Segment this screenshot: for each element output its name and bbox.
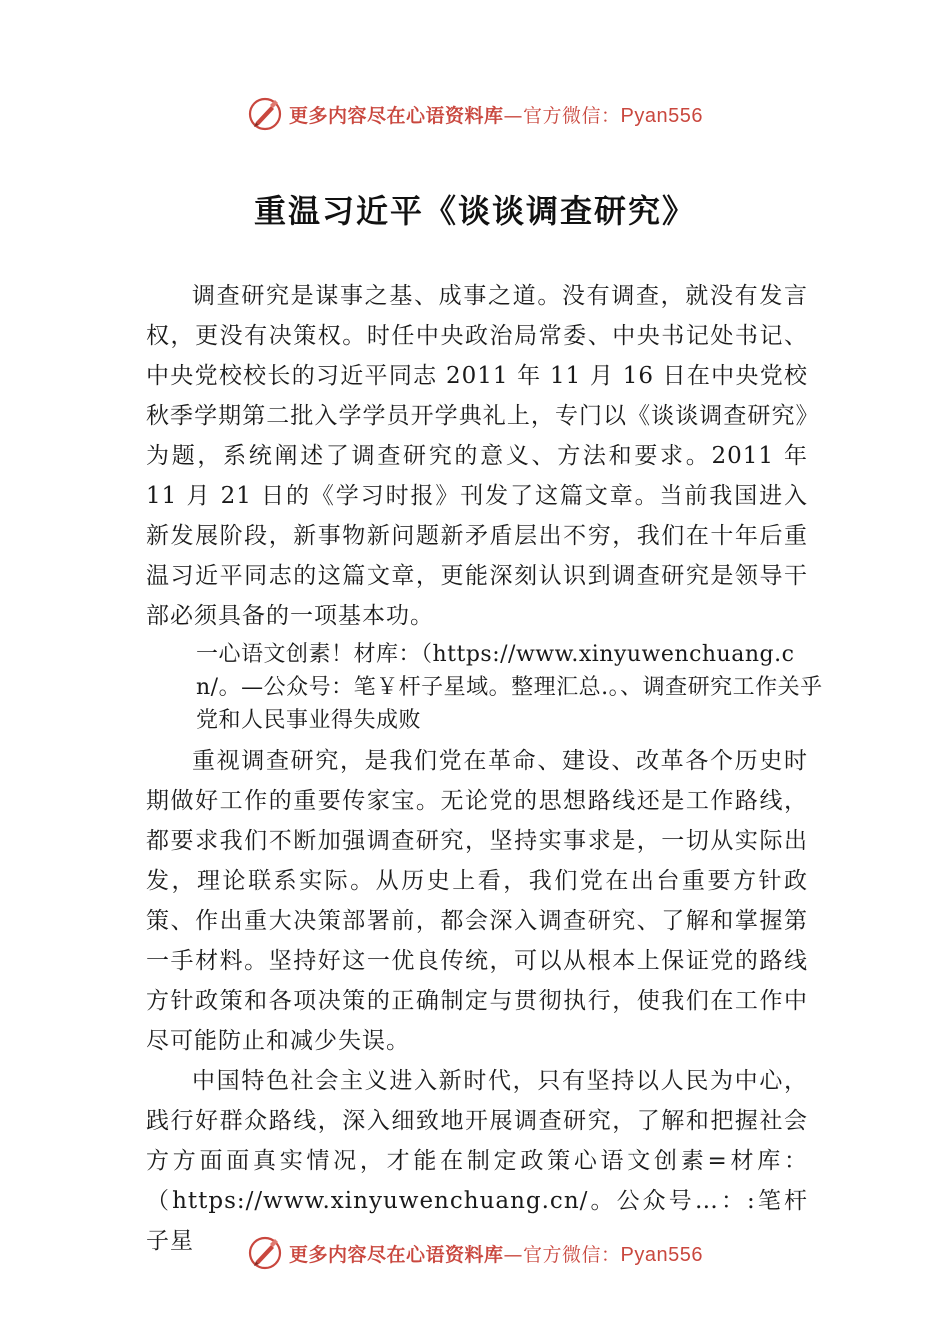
paragraph-tradition: 重视调查研究，是我们党在革命、建设、改革各个历史时期做好工作的重要传家宝。无论党的思想路线还是工作路线，都要求我们不断加强调查研究，坚持实事求是，一切从实际出发，理论联系实际。从历史上看，我们党在出台重要方针政策、作出重大决策部署前，都会深入调查研究、了解和掌握第一手材料。坚持好这一优良传统，可以从根本上保证党的路线方针政策和各项决策的正确制定与贯彻执行，使我们在工作中尽可能防止和减少失误。 — [146, 748, 808, 1054]
document-title: 重温习近平《谈谈调查研究》 — [253, 192, 696, 230]
banner-brand: 更多内容尽在心语资料库 — [289, 104, 504, 127]
pen-logo-icon — [247, 96, 283, 132]
banner-official-label: 官方微信： — [523, 104, 621, 127]
banner-wechat-id: Pyan556 — [620, 1243, 703, 1266]
banner-content — [247, 96, 703, 132]
banner-content — [247, 1235, 703, 1271]
banner-separator: — — [503, 104, 524, 127]
banner-official-label: 官方微信： — [523, 1243, 621, 1266]
footer-banner — [0, 1233, 950, 1273]
banner-text — [289, 101, 703, 128]
pen-logo-icon — [247, 1235, 283, 1271]
banner-wechat-id: Pyan556 — [620, 104, 703, 127]
header-banner — [0, 94, 950, 134]
banner-separator: — — [503, 1243, 524, 1266]
paragraph-new-era: 中国特色社会主义进入新时代，只有坚持以人民为中心， 践行好群众路线，深入细致地开展调查研究，了解和把握社会方方面面真实情况，才能在制定政策心语文创素=材库：（https://www.xinyuwenchuang.cn/。公众号…：:笔杆子星 — [146, 1068, 808, 1254]
banner-brand: 更多内容尽在心语资料库 — [289, 1243, 504, 1266]
source-note: 一心语文创素！材库：（https://www.xinyuwenchuang.cn/。—公众号：笔￥杆子星域。整理汇总.。、调查研究工作关乎党和人民事业得失成败 — [196, 642, 823, 733]
banner-text — [289, 1240, 703, 1267]
document-body — [146, 276, 823, 1261]
paragraph-intro: 调查研究是谋事之基、成事之道。没有调查，就没有发言权，更没有决策权。时任中央政治局常委、中央书记处书记、中央党校校长的习近平同志 2011 年 11 月 16 日在中央党校秋季学期第二批入学学员开学典礼上，专门以《谈谈调查研究》为题，系统阐述了调查研究的意义、方法和要求。2011 年 11 月 21 日的《学习时报》刊发了这篇文章。当前我国进入新发展阶段，新事物新问题新矛盾层出不穷，我们在十年后重温习近平同志的这篇文章，更能深刻认识到调查研究是领导干部必须具备的一项基本功。 — [146, 283, 808, 629]
